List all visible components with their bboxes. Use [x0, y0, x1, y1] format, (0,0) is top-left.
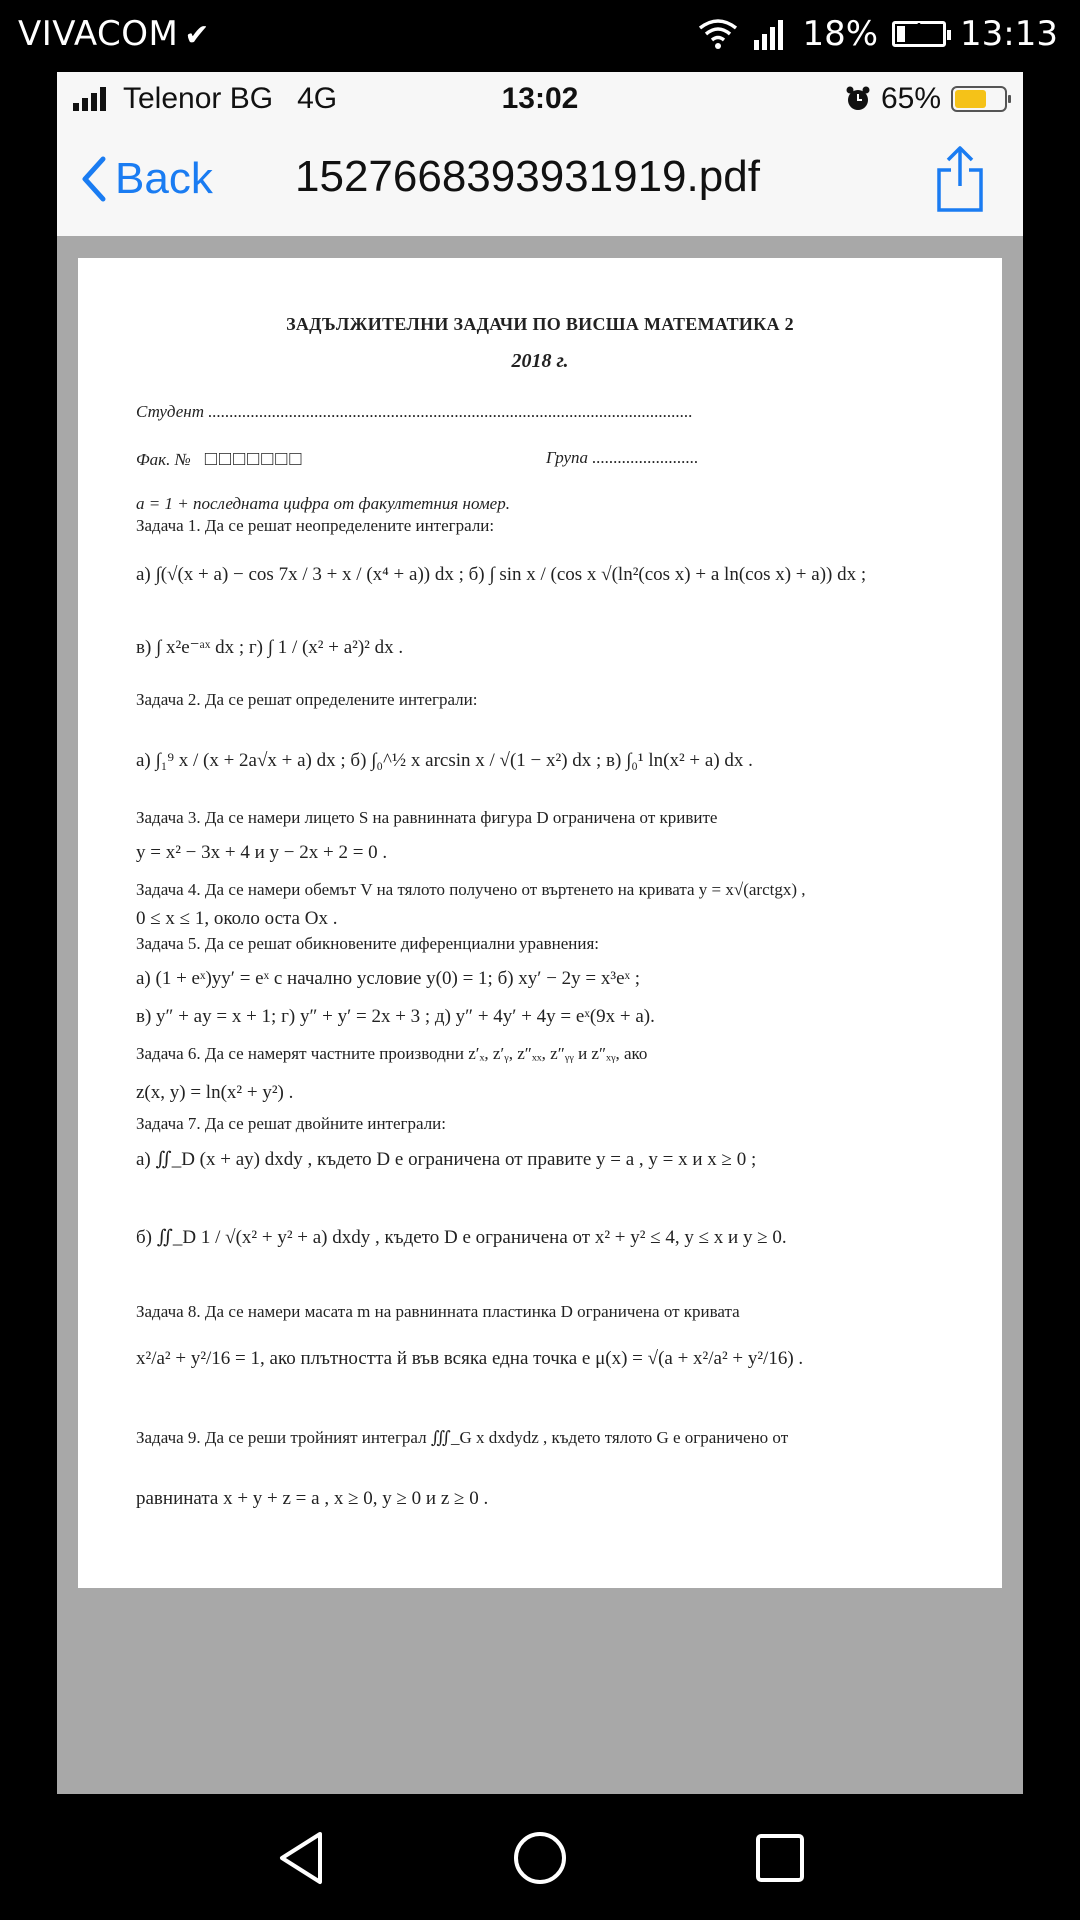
recents-square-icon[interactable]: [750, 1828, 810, 1888]
task-5-heading: Задача 5. Да се решат обикновените диференциални уравнения:: [136, 934, 600, 953]
android-nav-bar: [0, 1794, 1080, 1920]
task-5-ab: а) (1 + eˣ)yy′ = eˣ с начално условие y(0) = 1; б) xy′ − 2y = x³eˣ ;: [136, 968, 641, 989]
ios-network-type: 4G: [297, 82, 338, 115]
document-heading: ЗАДЪЛЖИТЕЛНИ ЗАДАЧИ ПО ВИСША МАТЕМАТИКА 2: [286, 314, 794, 334]
task-7-a: а) ∬_D (x + ay) dxdy , където D е ограничена от правите y = a , y = x и x ≥ 0 ;: [136, 1149, 757, 1170]
android-carrier-label: VIVACOM: [18, 14, 179, 54]
ios-carrier: Telenor BG: [123, 82, 274, 115]
back-label: Back: [115, 154, 213, 203]
task-5-vgd: в) y″ + ay = x + 1; г) y″ + y′ = 2x + 3 ; д) y″ + 4y′ + 4y = eˣ(9x + a).: [136, 1006, 655, 1027]
android-clock: 13:13: [960, 14, 1058, 54]
faculty-number-row: [136, 448, 972, 471]
task-4-heading: Задача 4. Да се намери обемът V на тялото получено от въртенето на кривата y = x√(arctgx) ,: [136, 880, 806, 899]
task-1-vg: в) ∫ x²e⁻ᵃˣ dx ; г) ∫ 1 / (x² + a²)² dx .: [136, 637, 404, 658]
navigation-bar: [57, 128, 1023, 236]
wifi-icon: [698, 18, 738, 50]
ios-status-bar: [57, 72, 1023, 128]
task-9-plane: равнината x + y + z = a , x ≥ 0, y ≥ 0 и z ≥ 0 .: [136, 1488, 489, 1509]
task-1-ab: а) ∫(√(x + a) − cos 7x / 3 + x / (x⁴ + a)) dx ; б) ∫ sin x / (cos x √(ln²(cos x) + a ln(cos x) + a)) dx ;: [136, 564, 867, 585]
group-field: Група .........................: [546, 448, 699, 467]
task-7-b: б) ∬_D 1 / √(x² + y² + a) dxdy , където D е ограничена от x² + y² ≤ 4, y ≤ x и y ≥ 0.: [136, 1227, 787, 1248]
task-6-heading: Задача 6. Да се намерят частните производни z′ₓ, z′ᵧ, z″ₓₓ, z″ᵧᵧ и z″ₓᵧ, ако: [136, 1044, 648, 1063]
task-6-function: z(x, y) = ln(x² + y²) .: [136, 1082, 294, 1103]
document-year: 2018 г.: [511, 350, 569, 372]
cellular-signal-icon: [752, 18, 788, 50]
document-title: 1527668393931919.pdf: [295, 152, 760, 201]
checkmark-icon: ✔: [184, 18, 211, 53]
ios-clock: 13:02: [501, 82, 579, 115]
pdf-viewer-screenshot: [57, 72, 1023, 1794]
faculty-number-label: Фак. №: [136, 450, 191, 469]
task-2-heading: Задача 2. Да се решат определените интеграли:: [136, 690, 478, 709]
android-carrier: [18, 14, 210, 54]
task-7-heading: Задача 7. Да се решат двойните интеграли:: [136, 1114, 447, 1133]
task-3-curves: y = x² − 3x + 4 и y − 2x + 2 = 0 .: [136, 842, 388, 863]
chevron-left-icon: [79, 155, 107, 203]
ios-battery-icon: [951, 86, 1007, 112]
parameter-note: a = 1 + последната цифра от факултетния номер.: [136, 494, 510, 513]
task-1-heading: Задача 1. Да се решат неопределените интеграли:: [136, 516, 495, 535]
task-8-density: x²/a² + y²/16 = 1, ако плътността й във всяка една точка е μ(x) = √(a + x²/a² + y²/16) .: [136, 1348, 804, 1369]
android-status-right: [698, 14, 1058, 54]
student-field: Студент ..................................................................................................................: [136, 402, 693, 421]
task-9-heading: Задача 9. Да се реши тройният интеграл ∭_G x dxdydz , където тялото G е ограничено от: [136, 1428, 789, 1447]
android-battery-percent: 18%: [802, 14, 879, 54]
task-2-integrals: а) ∫₁⁹ x / (x + 2a√x + a) dx ; б) ∫₀^½ x arcsin x / √(1 − x²) dx ; в) ∫₀¹ ln(x² + a) dx .: [136, 750, 753, 771]
charging-battery-icon: +: [892, 21, 946, 47]
share-icon[interactable]: [935, 144, 985, 214]
task-3-heading: Задача 3. Да се намери лицето S на равнинната фигура D ограничена от кривите: [136, 808, 718, 827]
back-button[interactable]: [79, 154, 213, 204]
home-circle-icon[interactable]: [510, 1828, 570, 1888]
task-8-heading: Задача 8. Да се намери масата m на равнинната пластинка D ограничена от кривата: [136, 1302, 740, 1321]
ios-header: [57, 72, 1023, 236]
pdf-page: [78, 258, 1002, 1588]
ios-battery-percent: 65%: [880, 82, 941, 115]
task-4-bounds: 0 ≤ x ≤ 1, около оста Ox .: [136, 908, 338, 929]
faculty-number-boxes: □□□□□□□: [204, 448, 304, 470]
back-triangle-icon[interactable]: [272, 1828, 332, 1888]
alarm-icon: [845, 86, 871, 112]
android-status-bar: [0, 0, 1080, 72]
